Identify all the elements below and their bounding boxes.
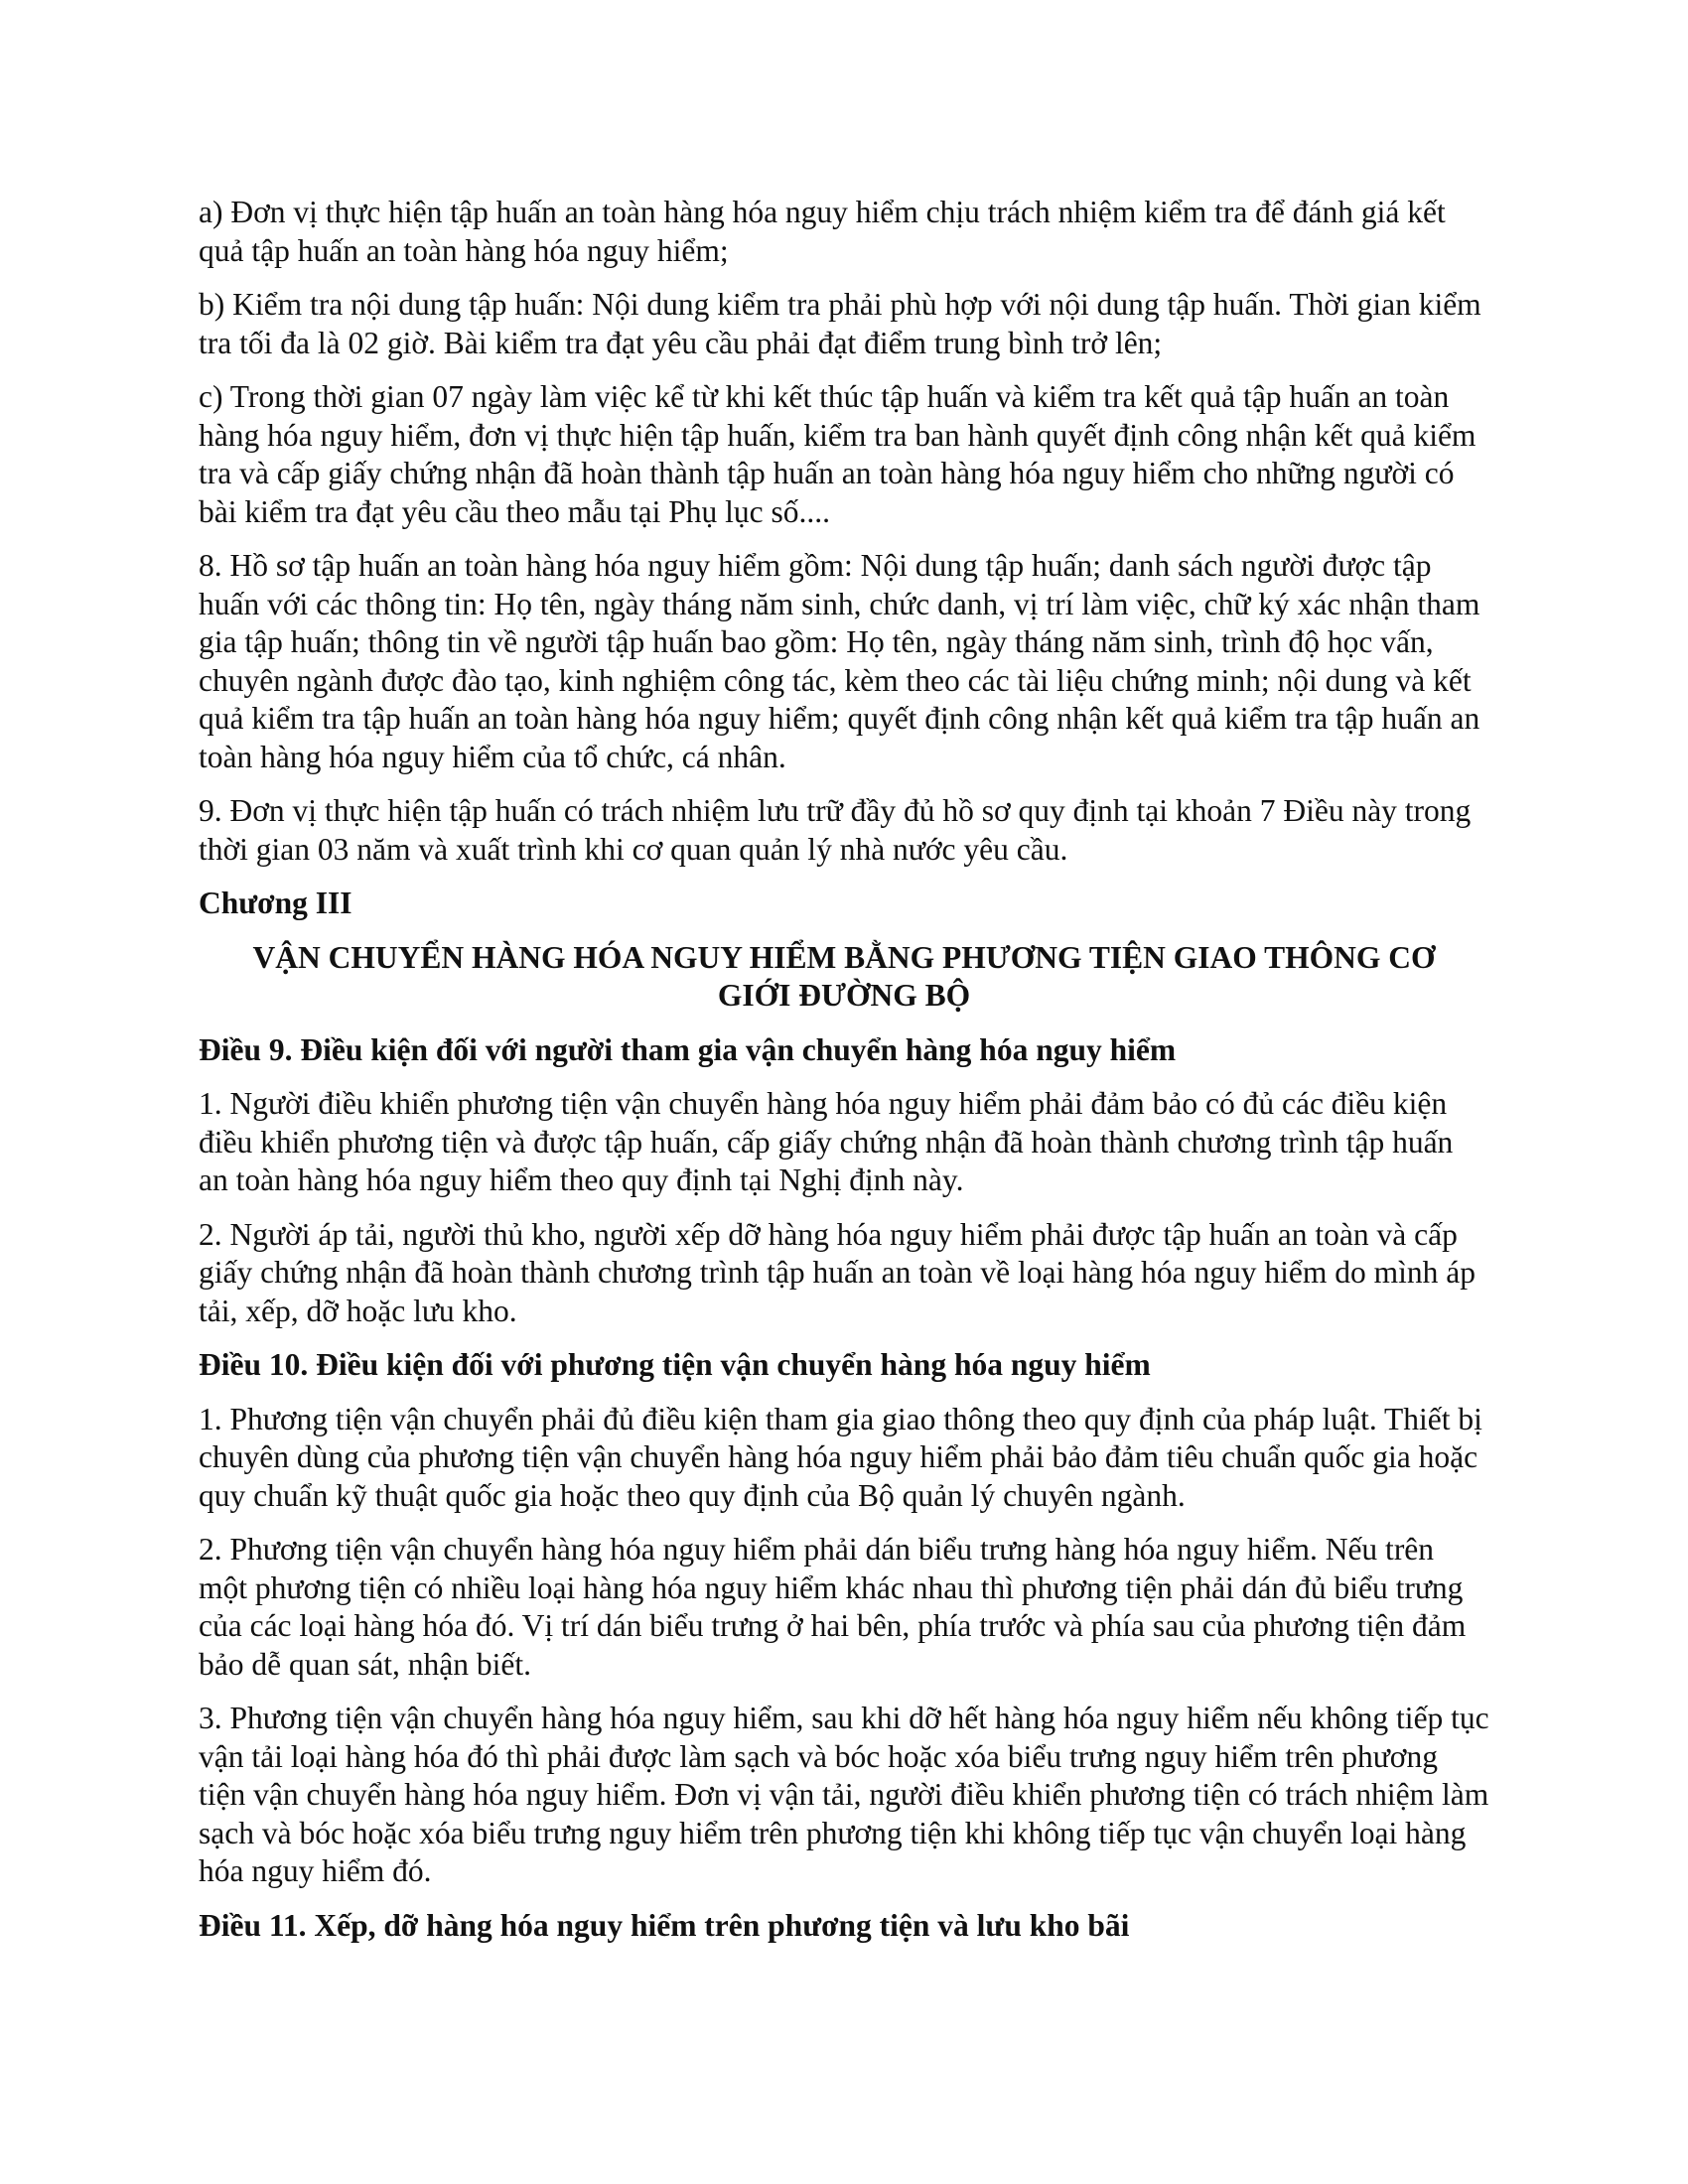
- paragraph-c: c) Trong thời gian 07 ngày làm việc kể từ khi kết thúc tập huấn và kiểm tra kết quả tập huấn an toàn hàng hóa nguy hiểm, đơn vị thực hiện tập huấn, kiểm tra ban hành quyết định công nhận kết quả kiểm tra và cấp giấy chứng nhận đã hoàn thành tập huấn an toàn hàng hóa nguy hiểm cho những người có bài kiểm tra đạt yêu cầu theo mẫu tại Phụ lục số....: [199, 379, 1477, 529]
- paragraph-a: a) Đơn vị thực hiện tập huấn an toàn hàng hóa nguy hiểm chịu trách nhiệm kiểm tra để đánh giá kết quả tập huấn an toàn hàng hóa nguy hiểm;: [199, 195, 1446, 268]
- paragraph-8: 8. Hồ sơ tập huấn an toàn hàng hóa nguy hiểm gồm: Nội dung tập huấn; danh sách người được tập huấn với các thông tin: Họ tên, ngày tháng năm sinh, chức danh, vị trí làm việc, chữ ký xác nhận tham gia tập huấn; thông tin về người tập huấn bao gồm: Họ tên, ngày tháng năm sinh, trình độ học vấn, chuyên ngành được đào tạo, kinh nghiệm công tác, kèm theo các tài liệu chứng minh; nội dung và kết quả kiểm tra tập huấn an toàn hàng hóa nguy hiểm; quyết định công nhận kết quả kiểm tra tập huấn an toàn hàng hóa nguy hiểm của tổ chức, cá nhân.: [199, 548, 1480, 774]
- article-10-heading: Điều 10. Điều kiện đối với phương tiện vận chuyển hàng hóa nguy hiểm: [199, 1347, 1151, 1382]
- article-10-clause-1: 1. Phương tiện vận chuyển phải đủ điều kiện tham gia giao thông theo quy định của pháp luật. Thiết bị chuyên dùng của phương tiện vận chuyển hàng hóa nguy hiểm phải bảo đảm tiêu chuẩn quốc gia hoặc quy chuẩn kỹ thuật quốc gia hoặc theo quy định của Bộ quản lý chuyên ngành.: [199, 1401, 1482, 1513]
- paragraph-9: 9. Đơn vị thực hiện tập huấn có trách nhiệm lưu trữ đầy đủ hồ sơ quy định tại khoản 7 Điều này trong thời gian 03 năm và xuất trình khi cơ quan quản lý nhà nước yêu cầu.: [199, 793, 1472, 867]
- article-9-heading: Điều 9. Điều kiện đối với người tham gia vận chuyển hàng hóa nguy hiểm: [199, 1031, 1177, 1067]
- article-10-clause-2: 2. Phương tiện vận chuyển hàng hóa nguy hiểm phải dán biểu trưng hàng hóa nguy hiểm. Nếu trên một phương tiện có nhiều loại hàng hóa nguy hiểm khác nhau thì phương tiện phải dán đủ biểu trưng của các loại hàng hóa đó. Vị trí dán biểu trưng ở hai bên, phía trước và phía sau của phương tiện đảm bảo dễ quan sát, nhận biết.: [199, 1532, 1467, 1682]
- chapter-label: Chương III: [199, 886, 352, 920]
- chapter-title: [199, 939, 1489, 1016]
- paragraph-b: b) Kiểm tra nội dung tập huấn: Nội dung kiểm tra phải phù hợp với nội dung tập huấn. Thời gian kiểm tra tối đa là 02 giờ. Bài kiểm tra đạt yêu cầu phải đạt điểm trung bình trở lên;: [199, 287, 1481, 360]
- article-10-clause-3: 3. Phương tiện vận chuyển hàng hóa nguy hiểm, sau khi dỡ hết hàng hóa nguy hiểm nếu không tiếp tục vận tải loại hàng hóa đó thì phải được làm sạch và bóc hoặc xóa biểu trưng nguy hiểm trên phương tiện vận chuyển hàng hóa nguy hiểm. Đơn vị vận tải, người điều khiển phương tiện có trách nhiệm làm sạch và bóc hoặc xóa biểu trưng nguy hiểm trên phương tiện khi không tiếp tục vận chuyển loại hàng hóa nguy hiểm đó.: [199, 1701, 1489, 1888]
- chapter-title-line-2: GIỚI ĐƯỜNG BỘ: [717, 978, 971, 1013]
- article-9-clause-1: 1. Người điều khiển phương tiện vận chuyển hàng hóa nguy hiểm phải đảm bảo có đủ các điều kiện điều khiển phương tiện và được tập huấn, cấp giấy chứng nhận đã hoàn thành chương trình tập huấn an toàn hàng hóa nguy hiểm theo quy định tại Nghị định này.: [199, 1086, 1454, 1197]
- article-9-clause-2: 2. Người áp tải, người thủ kho, người xếp dỡ hàng hóa nguy hiểm phải được tập huấn an toàn và cấp giấy chứng nhận đã hoàn thành chương trình tập huấn an toàn về loại hàng hóa nguy hiểm do mình áp tải, xếp, dỡ hoặc lưu kho.: [199, 1216, 1476, 1328]
- article-11-heading: Điều 11. Xếp, dỡ hàng hóa nguy hiểm trên phương tiện và lưu kho bãi: [199, 1907, 1130, 1943]
- document-page: [199, 194, 1489, 1961]
- chapter-title-line-1: VẬN CHUYỂN HÀNG HÓA NGUY HIỂM BẰNG PHƯƠNG TIỆN GIAO THÔNG CƠ: [252, 939, 1436, 975]
